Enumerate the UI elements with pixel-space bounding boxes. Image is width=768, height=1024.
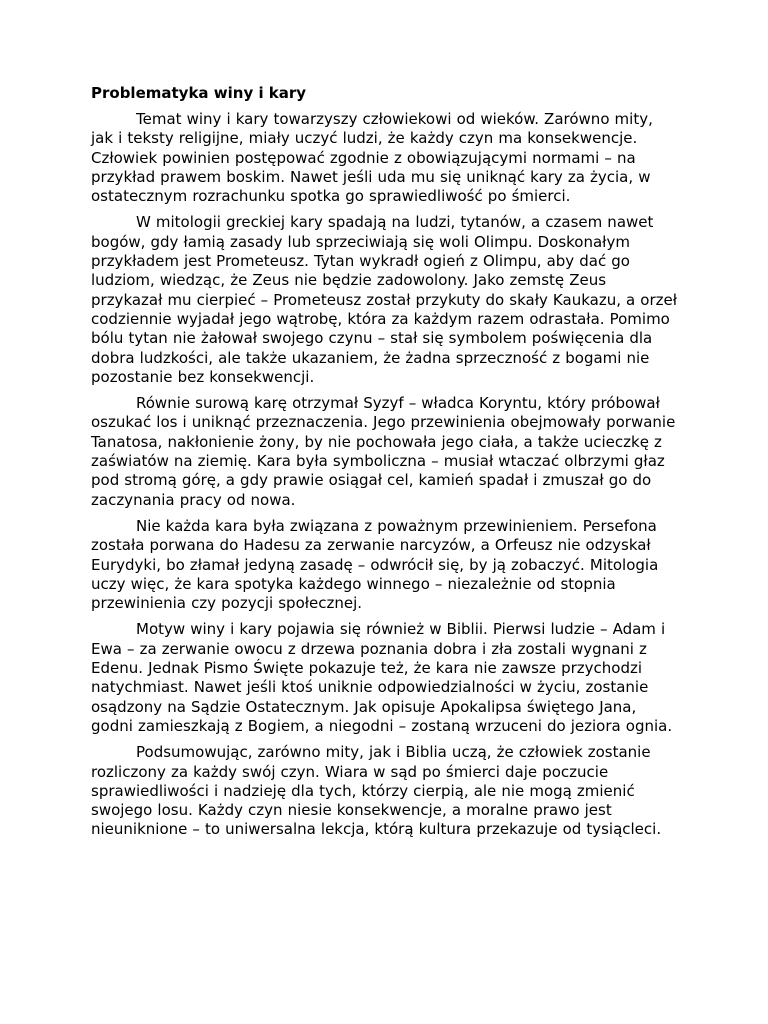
paragraph-bible: Motyw winy i kary pojawia się również w Biblii. Pierwsi ludzie – Adam i Ewa – za zerwanie owocu z drzewa poznania dobra i zła zostali wygnani z Edenu. Jednak Pismo Święte pokazuje też, że kara nie zawsze przychodzi natychmiast. Nawet jeśli ktoś uniknie odpowiedzialności w życiu, zostanie osądzony na Sądzie Ostatecznym. Jak opisuje Apokalipsa świętego Jana, godni zamieszkają z Bogiem, a niegodni – zostaną wrzuceni do jeziora ognia.: [91, 620, 673, 735]
paragraph-persephone-orpheus: Nie każda kara była związana z poważnym przewinieniem. Persefona została porwana do Hadesu za zerwanie narcyzów, a Orfeusz nie odzyskał Eurydyki, bo złamał jedyną zasadę – odwrócił się, by ją zobaczyć. Mitologia uczy więc, że kara spotyka każdego winnego – niezależnie od stopnia przewinienia czy pozycji społecznej.: [91, 516, 659, 613]
paragraph-sisyphus: Równie surową karę otrzymał Syzyf – władca Koryntu, który próbował oszukać los i uniknąć przeznaczenia. Jego przewinienia obejmowały porwanie Tanatosa, nakłonienie żony, by nie pochowała jego ciała, a także ucieczkę z zaświatów na ziemię. Kara była symboliczna – musiał wtaczać olbrzymi głaz pod stromą górę, a gdy prawie osiągał cel, kamień spadał i zmuszał go do zaczynania pracy od nowa.: [91, 394, 676, 509]
paragraph-prometheus: W mitologii greckiej kary spadają na ludzi, tytanów, a czasem nawet bogów, gdy łamią zasady lub sprzeciwiają się woli Olimpu. Doskonałym przykładem jest Prometeusz. Tytan wykradł ogień z Olimpu, aby dać go ludziom, wiedząc, że Zeus nie będzie zadowolony. Jako zemstę Zeus przykazał mu cierpieć – Prometeusz został przykuty do skały Kaukazu, a orzeł codziennie wyjadał jego wątrobę, która za każdym razem odrastała. Pomimo bólu tytan nie żałował swojego czynu – stał się symbolem poświęcenia dla dobra ludzkości, ale także ukazaniem, że żadna sprzeczność z bogami nie pozostanie bez konsekwencji.: [91, 213, 678, 386]
paragraph-summary: Podsumowując, zarówno mity, jak i Biblia uczą, że człowiek zostanie rozliczony za każdy swój czyn. Wiara w sąd po śmierci daje poczucie sprawiedliwości i nadzieję dla tych, którzy cierpią, ale nie mogą zmienić swojego losu. Każdy czyn niesie konsekwencje, a moralne prawo jest nieuniknione – to uniwersalna lekcja, którą kultura przekazuje od tysiącleci.: [91, 743, 662, 839]
document-page: [91, 84, 677, 847]
paragraph-intro: Temat winy i kary towarzyszy człowiekowi od wieków. Zarówno mity, jak i teksty religijne, miały uczyć ludzi, że każdy czyn ma konsekwencje. Człowiek powinien postępować zgodnie z obowiązującymi normami – na przykład prawem boskim. Nawet jeśli uda mu się uniknąć kary za życia, w ostatecznym rozrachunku spotka go sprawiedliwość po śmierci.: [91, 110, 653, 206]
document-title: Problematyka winy i kary: [91, 84, 307, 102]
